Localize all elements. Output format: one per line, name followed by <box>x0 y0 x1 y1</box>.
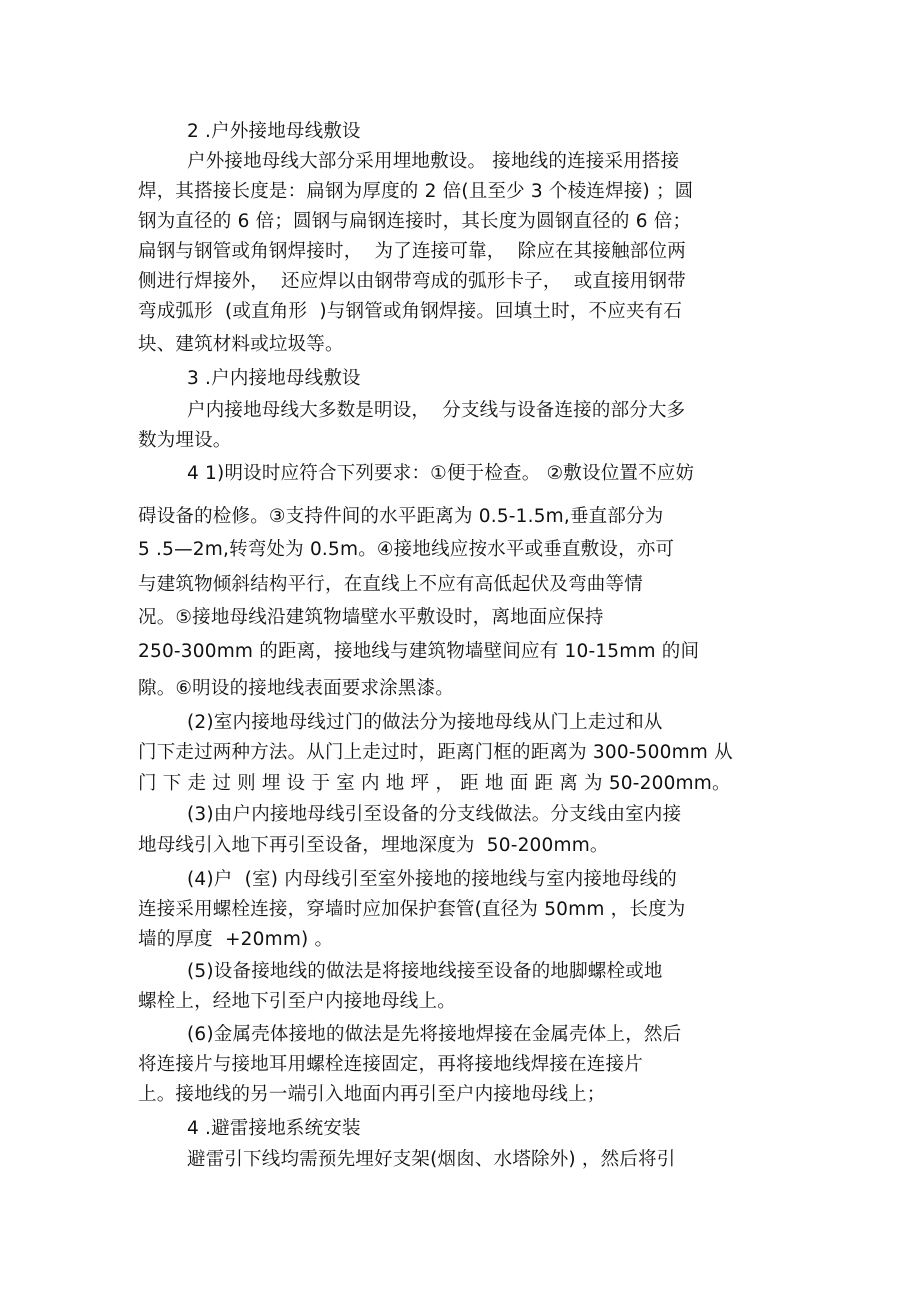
paragraph-line: 碍设备的检修。③支持件间的水平距离为 0.5-1.5m,垂直部分为 <box>138 506 664 527</box>
paragraph-line: 隙。⑥明设的接地线表面要求涂黑漆。 <box>138 678 454 699</box>
paragraph-line: (4)户 (室) 内母线引至室外接地的接地线与室内接地母线的 <box>187 869 677 890</box>
paragraph-line: 户外接地母线大部分采用埋地敷设。 接地线的连接采用搭接 <box>187 151 680 172</box>
paragraph-line: 地母线引入地下再引至设备，埋地深度为 50-200mm。 <box>138 835 609 856</box>
paragraph-line: (5)设备接地线的做法是将接地线接至设备的地脚螺栓或地 <box>187 961 663 982</box>
paragraph-line: 将连接片与接地耳用螺栓连接固定，再将接地线焊接在连接片 <box>138 1054 643 1075</box>
paragraph-line: 4 1)明设时应符合下列要求：①便于检查。 ②敷设位置不应妨 <box>187 463 695 484</box>
paragraph-line: 上。接地线的另一端引入地面内再引至户内接地母线上； <box>138 1084 606 1105</box>
paragraph-line: 钢为直径的 6 倍；圆钢与扁钢连接时，其长度为圆钢直径的 6 倍； <box>138 211 692 232</box>
paragraph-line: (3)由户内接地母线引至设备的分支线做法。分支线由室内接 <box>187 804 682 825</box>
paragraph-line: (2)室内接地母线过门的做法分为接地母线从门上走过和从 <box>187 712 663 733</box>
section-heading-indoor: 3 .户内接地母线敷设 <box>187 368 361 389</box>
paragraph-line: 门 下 走 过 则 埋 设 于 室 内 地 坪 ， 距 地 面 距 离 为 50-200mm。 <box>138 773 731 794</box>
paragraph-line: 弯成弧形 (或直角形 )与钢管或角钢焊接。回填土时，不应夹有石 <box>138 301 683 322</box>
paragraph-line: 5 .5—2m,转弯处为 0.5m。④接地线应按水平或垂直敷设，亦可 <box>138 539 675 560</box>
paragraph-line: 扁钢与钢管或角钢焊接时， 为了连接可靠， 除应在其接触部位两 <box>138 241 686 262</box>
paragraph-line: 数为埋设。 <box>138 430 232 451</box>
paragraph-line: 与建筑物倾斜结构平行，在直线上不应有高低起伏及弯曲等情 <box>138 574 643 595</box>
section-heading-outdoor: 2 .户外接地母线敷设 <box>187 121 361 142</box>
paragraph-line: 侧进行焊接外， 还应焊以由钢带弯成的弧形卡子， 或直接用钢带 <box>138 271 686 292</box>
paragraph-line: 螺栓上，经地下引至户内接地母线上。 <box>138 991 456 1012</box>
paragraph-line: 连接采用螺栓连接，穿墙时应加保护套管(直径为 50mm ，长度为 <box>138 899 686 920</box>
paragraph-line: 避雷引下线均需预先埋好支架(烟囱、水塔除外) ，然后将引 <box>187 1149 676 1170</box>
paragraph-line: 块、建筑材料或垃圾等。 <box>138 334 344 355</box>
paragraph-line: 250-300mm 的距离，接地线与建筑物墙壁间应有 10-15mm 的间 <box>138 641 700 662</box>
paragraph-line: 况。⑤接地母线沿建筑物墙壁水平敷设时，离地面应保持 <box>138 607 604 628</box>
paragraph-line: 墙的厚度 +20mm) 。 <box>138 929 334 950</box>
paragraph-line: 焊，其搭接长度是：扁钢为厚度的 2 倍(且至少 3 个棱连焊接) ；圆 <box>138 181 694 202</box>
section-heading-lightning: 4 .避雷接地系统安装 <box>187 1118 361 1139</box>
paragraph-line: 门下走过两种方法。从门上走过时，距离门框的距离为 300-500mm 从 <box>138 742 733 763</box>
paragraph-line: (6)金属壳体接地的做法是先将接地焊接在金属壳体上，然后 <box>187 1024 682 1045</box>
paragraph-line: 户内接地母线大多数是明设， 分支线与设备连接的部分大多 <box>187 400 686 421</box>
